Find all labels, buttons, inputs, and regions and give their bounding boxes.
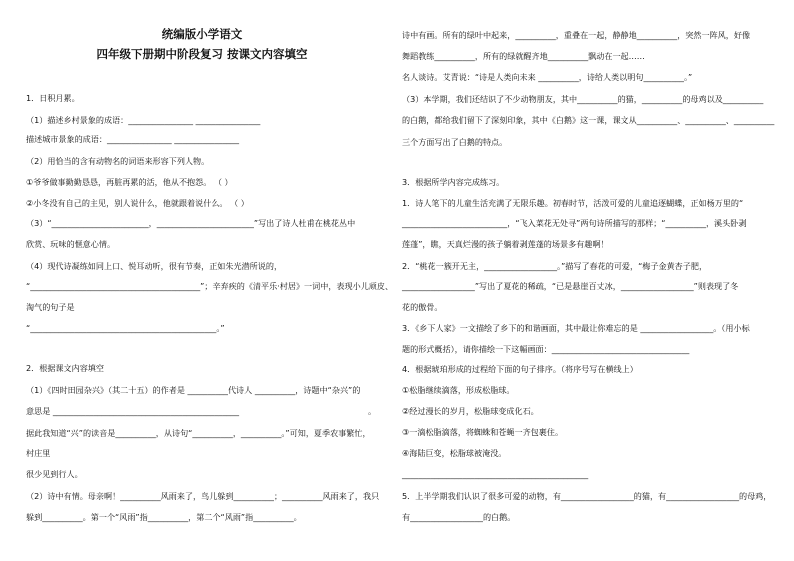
section-4-heading: 4．根据琥珀形成的过程给下面的句子排序。（将序号写在横线上） xyxy=(402,364,638,374)
r4-item-1: ①松脂继续滴落，形成松脂球。 xyxy=(402,385,515,395)
s1-q4-c: 淘气的句子是 xyxy=(26,302,75,312)
s2-q1-b: 意思是 ______________________________________________ xyxy=(26,406,240,416)
r4-item-3: ③一滴松脂滴落，将蜘蛛和苍蝇一齐包裹住。 xyxy=(402,427,564,437)
s1-q4-d: “______________________________________________。” xyxy=(26,323,225,333)
s2-q1-d: 据此我知道“兴”的读音是__________，从诗句“__________，__________。”可知，夏季农事繁忙， xyxy=(26,428,371,438)
r-p2: 舞蹈教练__________，所有的绿就醒齐地__________飘动在一起…… xyxy=(402,51,645,61)
r3-q3-a: 3．《乡下人家》一文描绘了乡下的和谐画面，其中最让你难忘的是 __________________。（用小标 xyxy=(402,323,750,333)
section-2-heading: 2．根据课文内容填空 xyxy=(26,363,104,373)
s2-q2-b: 躲到__________。第一个“风雨”指__________，第二个“风雨”指__________。 xyxy=(26,512,302,522)
s1-q1b: 描述城市景象的成语：________________ ________________ xyxy=(26,134,240,144)
r3-q3-b: 题的形式概括），请你描绘一下这幅画面：__________________________________ xyxy=(402,344,690,354)
r3-q1-b: __________________________，“飞入菜花无处寻”两句诗所描写的那样；“__________，溪头卧剥 xyxy=(402,218,747,228)
r3-q2-c: 花的傲骨。 xyxy=(402,302,443,312)
r3-q1-c: 莲蓬”，瞧，天真烂漫的孩子躺着剥莲蓬的场景多有趣啊！ xyxy=(402,239,609,249)
section-3-heading: 3．根据所学内容完成练习。 xyxy=(402,177,505,187)
r-q3-b: 的白鹅，都给我们留下了深刻印象，其中《白鹅》这一课，课文从__________、__________、__________ xyxy=(402,115,775,125)
s2-q1-e: 村庄里 xyxy=(26,448,51,458)
r-p1: 诗中有画。所有的绿叶中起来，__________，重叠在一起，静静地__________，突然一阵风，好像 xyxy=(402,30,751,40)
r-q3-a: （3）本学期，我们还结识了不少动物朋友，其中__________的猫，__________的母鸡以及__________ xyxy=(402,94,764,104)
r4-item-4: ④海陆巨变，松脂球被淹没。 xyxy=(402,448,507,458)
section-1-heading: 1．日积月累。 xyxy=(26,93,80,103)
r5-a: 5．上半学期我们认识了很多可爱的动物，有__________________的猫，有__________________的母鸡， xyxy=(402,491,772,501)
r4-item-2: ②经过漫长的岁月，松脂球变成化石。 xyxy=(402,406,539,416)
r3-q2-b: __________________”写出了夏花的稀疏，“已是悬崖百丈冰，__________________”则表现了冬 xyxy=(402,281,739,291)
r3-q2-a: 2．“桃花一簇开无主，__________________。”描写了春花的可爱，“梅子金黄杏子肥， xyxy=(402,261,708,271)
s2-q1-a: （1）《四时田园杂兴》（其二十五）的作者是 __________代诗人 __________，诗题中“杂兴”的 xyxy=(26,385,361,395)
worksheet-title: 统编版小学语文 xyxy=(161,27,243,41)
r3-q1-a: 1．诗人笔下的儿童生活充满了无限乐趣。初春时节，活泼可爱的儿童追逐蝴蝶，正如杨万里的“ xyxy=(402,198,744,208)
r-q3-c: 三个方面写出了白鹅的特点。 xyxy=(402,137,508,147)
s2-q1-c: 。 xyxy=(368,406,377,416)
s1-q2: （2）用恰当的含有动物名的词语来形容下列人物。 xyxy=(26,156,210,166)
s1-q4-a: （4）现代诗凝练如同上口、悦耳动听，很有节奏，正如朱光潜所说的， xyxy=(26,261,283,271)
s1-q1: （1）描述乡村景象的成语：________________ ________________ xyxy=(26,115,261,125)
s1-q2-a: ①爷爷做事勤勤恳恳，再脏再累的活，他从不抱怨。 （ ） xyxy=(26,177,233,187)
worksheet-subtitle: 四年级下册期中阶段复习 按课文内容填空 xyxy=(96,47,308,61)
s1-q3-b: 欣赏、玩味的惬意心情。 xyxy=(26,239,116,249)
s1-q2-b: ②小冬没有自己的主见，别人说什么，他就跟着说什么。 （ ） xyxy=(26,198,249,208)
s1-q3-a: （3）“________________________，________________________”写出了诗人杜甫在桃花丛中 xyxy=(26,218,356,228)
r4-answer-line[interactable]: ______________________________________________ xyxy=(402,469,589,479)
s2-q2-a: （2）诗中有情。母亲啊！__________风雨来了，鸟儿躲到__________；__________风雨来了，我只 xyxy=(26,491,380,501)
s2-q1-f: 很少见到行人。 xyxy=(26,469,83,479)
r-p3: 名人谈诗。艾青说：“诗是人类向未来 __________，诗给人类以明句__________。” xyxy=(402,72,693,82)
s1-q4-b: “__________________________________________”；辛弃疾的《清平乐·村居》一词中，表现小儿顽皮、 xyxy=(26,281,394,291)
r5-b: 有__________________的白鹅。 xyxy=(402,512,516,522)
